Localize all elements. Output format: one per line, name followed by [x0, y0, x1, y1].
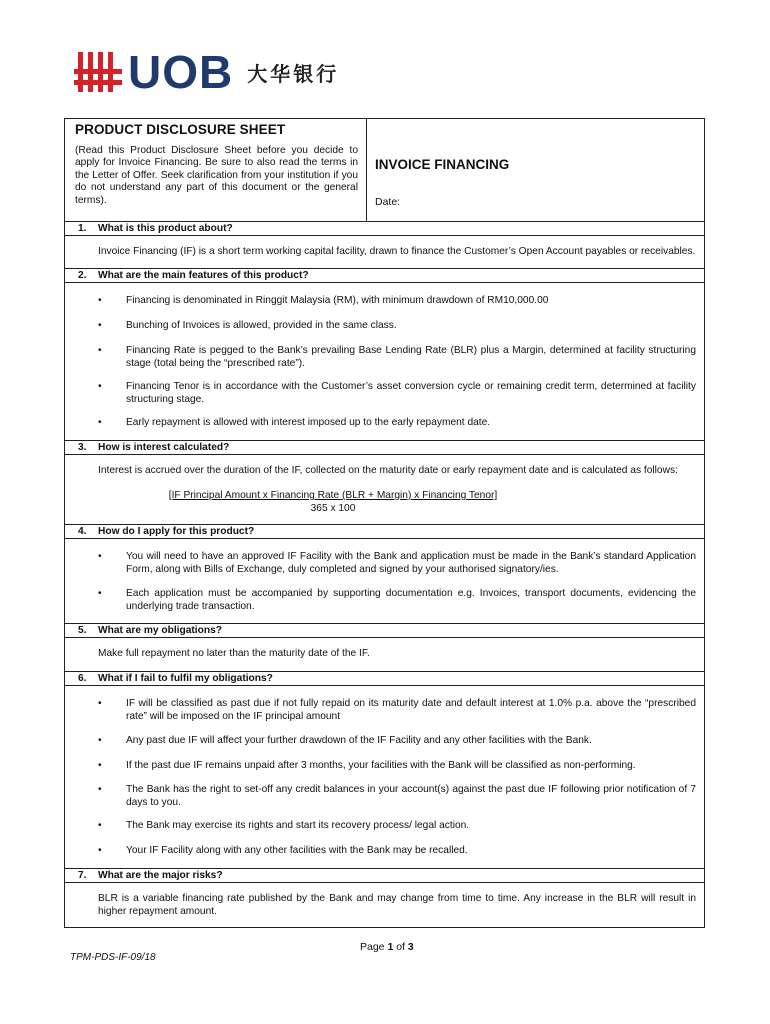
section-3 [65, 440, 704, 455]
logo-chinese-name: 大华银行 [247, 61, 340, 86]
list-item: • Bunching of Invoices is allowed, provided in the same class. [98, 320, 696, 333]
section-1-text: Invoice Financing (IF) is a short term working capital facility, drawn to finance the Customer’s Open Account payables or receivables. [98, 246, 696, 257]
list-item: • Financing is denominated in Ringgit Malaysia (RM), with minimum drawdown of RM10,000.00 [98, 295, 696, 308]
list-item: • Each application must be accompanied by supporting documentation e.g. Invoices, transport documents, evidencing the underlying trade transaction. [98, 588, 696, 613]
list-item: • The Bank has the right to set-off any credit balances in your account(s) against the past due IF following prior notification of 7 days to you. [98, 784, 696, 809]
list-item: • Financing Tenor is in accordance with the Customer’s asset conversion cycle or remaining credit term, determined at facility structuring stage. [98, 381, 696, 406]
header-right-cell [367, 119, 704, 221]
document-code: TPM-PDS-IF-09/18 [70, 952, 156, 963]
list-item: • Financing Rate is pegged to the Bank’s prevailing Base Lending Rate (BLR) plus a Margin, determined at facility structuring stage (total being the “prescribed rate”). [98, 345, 696, 370]
section-heading: 2. What are the main features of this product? [65, 269, 704, 283]
page-number: Page 1 of 3 [360, 941, 414, 953]
logo-wordmark: UOB [128, 46, 234, 98]
uob-logo-mark-icon [74, 52, 122, 92]
section-heading: 1. What is this product about? [65, 222, 704, 236]
section-7 [65, 868, 704, 883]
section-heading: 3. How is interest calculated? [65, 441, 704, 455]
list-item: • IF will be classified as past due if not fully repaid on its maturity date and default interest at 1.0% p.a. above the “prescribed rate” will be imposed on the IF principal amount [98, 698, 696, 723]
section-4 [65, 524, 704, 539]
sheet-instructions: (Read this Product Disclosure Sheet before you decide to apply for Invoice Financing. Be sure to also read the terms in the Letter of Offer. Seek clarification from your institution if you do not understand any part of this document or the general terms). [75, 145, 358, 206]
sheet-title: PRODUCT DISCLOSURE SHEET [75, 122, 286, 137]
section-heading: 4. How do I apply for this product? [65, 525, 704, 539]
list-item: • Early repayment is allowed with interest imposed up to the early repayment date. [98, 417, 696, 430]
section-5-text: Make full repayment no later than the maturity date of the IF. [98, 648, 370, 659]
section-heading: 5. What are my obligations? [65, 624, 704, 638]
formula-denominator: 365 x 100 [310, 502, 356, 514]
header-left-cell [65, 119, 367, 221]
section-1 [65, 221, 704, 236]
section-2 [65, 268, 704, 283]
list-item: • The Bank may exercise its rights and start its recovery process/ legal action. [98, 820, 696, 833]
disclosure-sheet [64, 118, 705, 928]
list-item: • Your IF Facility along with any other facilities with the Bank may be recalled. [98, 845, 696, 858]
list-item: • Any past due IF will affect your further drawdown of the IF Facility and any other facilities with the Bank. [98, 735, 696, 748]
uob-logo [74, 46, 340, 98]
section-5 [65, 623, 704, 638]
section-heading: 6. What if I fail to fulfil my obligations? [65, 672, 704, 686]
section-3-text: Interest is accrued over the duration of the IF, collected on the maturity date or early repayment date and is calculated as follows: [98, 465, 678, 476]
date-label: Date: [375, 196, 401, 208]
formula-numerator: [IF Principal Amount x Financing Rate (BLR + Margin) x Financing Tenor] [168, 490, 498, 501]
section-7-text: BLR is a variable financing rate published by the Bank and may change from time to time. Any increase in the BLR will result in higher repayment amount. [98, 893, 696, 917]
section-heading: 7. What are the major risks? [65, 869, 704, 883]
list-item: • If the past due IF remains unpaid after 3 months, your facilities with the Bank will be classified as non-performing. [98, 760, 696, 773]
list-item: • You will need to have an approved IF Facility with the Bank and application must be made in the Bank’s standard Application Form, along with Bills of Exchange, duly completed and signed by your authorised signatory/ies. [98, 551, 696, 576]
interest-formula [163, 490, 503, 515]
section-6 [65, 671, 704, 686]
product-name: INVOICE FINANCING [375, 157, 510, 172]
